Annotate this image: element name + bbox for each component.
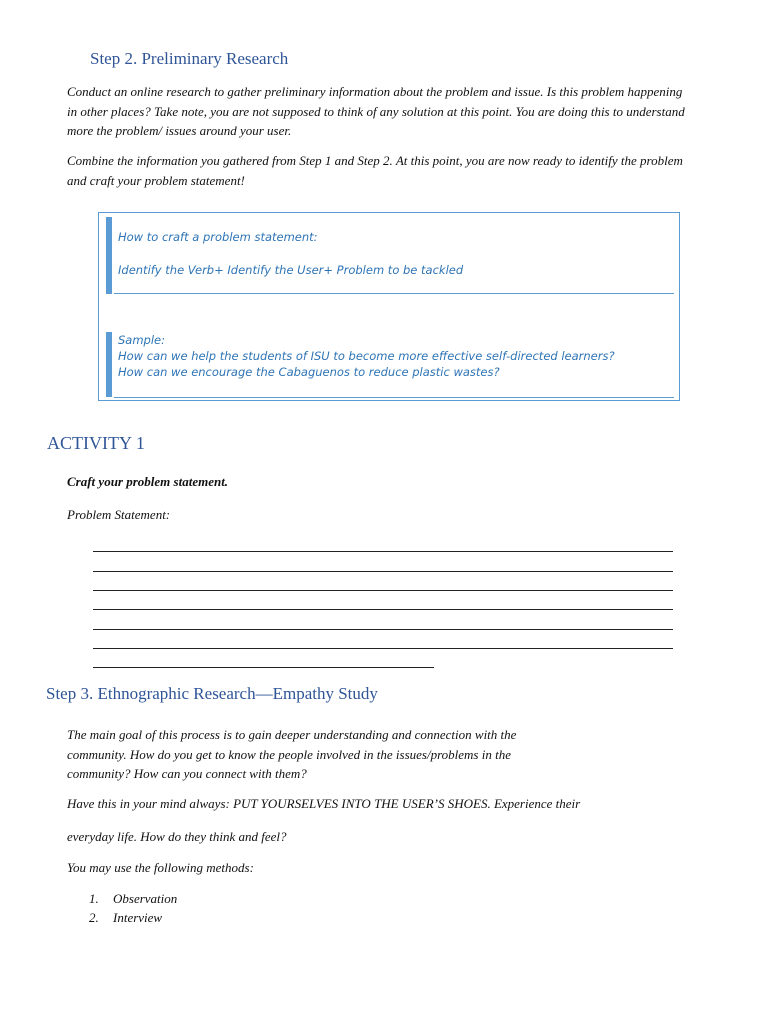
sample-item: How can we help the students of ISU to become more effective self-directed learners? [118, 349, 615, 363]
step3-heading: Step 3. Ethnographic Research—Empathy Study [46, 684, 378, 703]
list-number: 2. [89, 910, 99, 925]
list-label: Interview [113, 910, 163, 925]
step3-paragraph-4: You may use the following methods: [67, 860, 254, 875]
list-label: Observation [113, 891, 178, 906]
list-item [89, 910, 162, 926]
callout-accent-bar [106, 217, 112, 294]
step3-paragraph-1: The main goal of this process is to gain deeper understanding and connection with the community. How do you get to know the people involved in the issues/problems in the community? How can you connect with them? [67, 727, 517, 781]
answer-line[interactable] [93, 648, 673, 649]
answer-line[interactable] [93, 571, 673, 572]
answer-line[interactable] [93, 551, 673, 552]
callout-samples [118, 332, 673, 380]
answer-line[interactable] [93, 609, 673, 610]
callout-accent-bar [106, 332, 112, 397]
list-item [89, 891, 177, 907]
sample-item: How can we encourage the Cabaguenos to reduce plastic wastes? [118, 365, 500, 379]
answer-line[interactable] [93, 629, 673, 630]
step2-paragraph-1: Conduct an online research to gather preliminary information about the problem and issue. Is this problem happening in other places? Take note, you are not supposed to think of any solution at this point. You are doing this to understand more the problem/ issues around your user. [67, 84, 685, 138]
callout-divider [114, 397, 674, 398]
callout-formula: Identify the Verb+ Identify the User+ Problem to be tackled [118, 263, 464, 277]
callout-how-to-title: How to craft a problem statement: [118, 230, 318, 244]
step3-paragraph-2: Have this in your mind always: PUT YOURSELVES INTO THE USER’S SHOES. Experience their [67, 796, 581, 811]
list-number: 1. [89, 891, 99, 906]
answer-line[interactable] [93, 667, 434, 668]
step2-heading: Step 2. Preliminary Research [90, 49, 289, 68]
answer-line[interactable] [93, 590, 673, 591]
callout-divider [114, 293, 674, 294]
sample-label: Sample: [118, 333, 165, 347]
activity1-heading: ACTIVITY 1 [47, 433, 145, 453]
step3-paragraph-3: everyday life. How do they think and feel? [67, 829, 287, 844]
problem-statement-label: Problem Statement: [67, 507, 171, 522]
step2-paragraph-2: Combine the information you gathered from Step 1 and Step 2. At this point, you are now ready to identify the problem and craft your problem statement! [67, 153, 683, 188]
activity1-instruction: Craft your problem statement. [67, 474, 229, 489]
